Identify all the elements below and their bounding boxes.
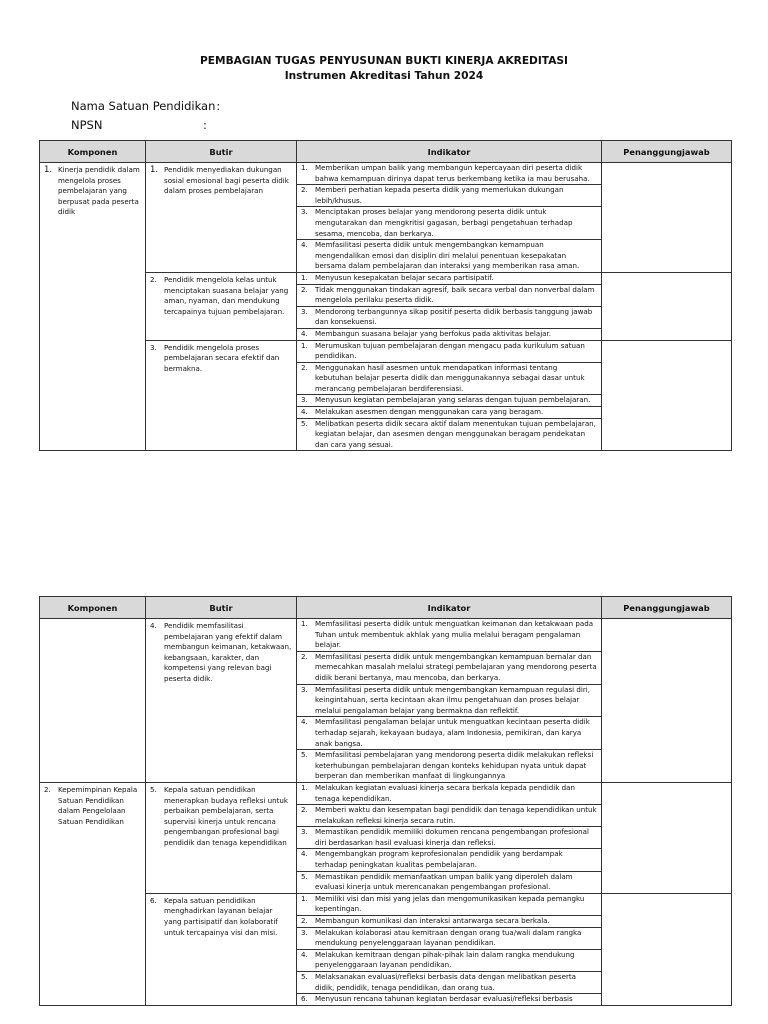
header-penanggungjawab: Penanggungjawab xyxy=(602,141,732,163)
field-label: NPSN xyxy=(71,118,103,132)
penanggungjawab-cell[interactable] xyxy=(602,272,732,340)
indikator-cell xyxy=(297,272,602,340)
indikator-item: 1. Memiliki visi dan misi yang jelas dan mengomunikasikan kepada pemangku kepentingan. xyxy=(301,893,585,914)
indikator-item: 2. Tidak menggunakan tindakan agresif, baik secara verbal dan nonverbal dalam mengelola perilaku peserta didik. xyxy=(301,284,595,305)
indikator-item: 4. Memfasilitasi peserta didik untuk mengembangkan kemampuan mengendalikan emosi dan disiplin diri melalui penentuan kesepakatan bersama dalam pembelajaran dan interaksi yang memberikan rasa aman. xyxy=(301,240,580,271)
penanggungjawab-cell[interactable] xyxy=(602,782,732,893)
komponen-cell xyxy=(40,163,146,451)
penanggungjawab-cell[interactable] xyxy=(602,893,732,1005)
butir-number: 4. xyxy=(150,621,157,630)
header-butir: Butir xyxy=(146,597,297,619)
header-indikator: Indikator xyxy=(297,141,602,163)
indikator-item: 3. Memfasilitasi peserta didik untuk mengembangkan kemampuan regulasi diri, keingintahuan, serta kecintaan akan ilmu pengetahuan dan proses belajar melalui pengalaman belajar yang bermakna dan reflektif. xyxy=(301,684,591,715)
komponen-number: 1. xyxy=(44,165,53,175)
assignment-table-page-1 xyxy=(39,140,732,451)
indikator-item: 5. Memastikan pendidik memanfaatkan umpan balik yang diperoleh dalam evaluasi kinerja untuk merencanakan pengembangan profesional. xyxy=(301,871,573,892)
document-subtitle: Instrumen Akreditasi Tahun 2024 xyxy=(284,70,484,82)
komponen-cell xyxy=(40,782,146,1005)
butir-number: 1. xyxy=(150,165,159,175)
indikator-item: 4. Mengembangkan program keprofesionalan pendidik yang berdampak terhadap peningkatan kualitas pembelajaran. xyxy=(301,849,563,870)
header-butir: Butir xyxy=(146,141,297,163)
butir-number: 6. xyxy=(150,895,157,905)
indikator-item: 4. Memfasilitasi pengalaman belajar untuk menguatkan kecintaan peserta didik terhadap sejarah, kekayaan budaya, alam Indonesia, pemikiran, dan karya anak bangsa. xyxy=(301,717,590,748)
indikator-item: 2. Memberi perhatian kepada peserta didik yang memerlukan dukungan lebih/khusus. xyxy=(301,185,564,205)
indikator-item: 4. Melakukan kemitraan dengan pihak-pihak lain dalam rangka mendukung penyelenggaraan layanan pendidikan. xyxy=(301,949,575,970)
indikator-item: 3. Memastikan pendidik memiliki dokumen rencana pengembangan profesional diri berdasarkan hasil evaluasi kinerja dan refleksi. xyxy=(301,827,589,847)
butir-text: Pendidik memfasilitasi pembelajaran yang efektif dalam membangun keimanan, ketakwaan, kebangsaan, karakter, dan kompetensi yang relevan bagi peserta didik. xyxy=(164,621,292,683)
indikator-item: 2. Memfasilitasi peserta didik untuk mengembangkan kemampuan bernalar dan memecahkan masalah melalui strategi pembelajaran yang mendorong peserta didik berani bertanya, mau mencoba, dan berkarya. xyxy=(301,651,597,682)
header-komponen: Komponen xyxy=(40,141,146,163)
indikator-cell xyxy=(297,340,602,451)
butir-text: Kepala satuan pendidikan menghadirkan layanan belajar yang partisipatif dan kolaboratif untuk tercapainya visi dan misi. xyxy=(164,895,278,937)
field-colon: : xyxy=(203,118,207,132)
indikator-item: 1. Merumuskan tujuan pembelajaran dengan mengacu pada kurikulum satuan pendidikan. xyxy=(301,340,585,361)
butir-cell xyxy=(146,893,297,1005)
indikator-item: 1. Melakukan kegiatan evaluasi kinerja secara berkala kepada pendidik dan tenaga kependidikan. xyxy=(301,782,575,803)
indikator-item: 5. Melibatkan peserta didik secara aktif dalam menentukan tujuan pembelajaran, kegiatan belajar, dan asesmen dengan menggunakan beragam pendekatan dan cara yang sesuai. xyxy=(301,418,596,449)
table-header-row xyxy=(40,597,732,619)
indikator-item: 2. Menggunakan hasil asesmen untuk mendapatkan informasi tentang kebutuhan belajar peserta didik dan menggunakannya sebagai dasar untuk merancang pembelajaran berdiferensiasi. xyxy=(301,362,585,393)
indikator-item: 4. Membangun suasana belajar yang berfokus pada aktivitas belajar. xyxy=(301,328,552,338)
penanggungjawab-cell[interactable] xyxy=(602,163,732,273)
butir-number: 5. xyxy=(150,784,157,794)
field-colon: : xyxy=(216,99,221,113)
penanggungjawab-cell[interactable] xyxy=(602,619,732,783)
table-row xyxy=(40,619,732,783)
indikator-cell xyxy=(297,619,602,783)
butir-number: 3. xyxy=(150,342,157,352)
indikator-item: 3. Menciptakan proses belajar yang mendorong peserta didik untuk mengutarakan dan mengkritisi gagasan, berbagi pengetahuan terhadap sesama, mencoba, dan berkarya. xyxy=(301,207,573,238)
indikator-item: 5. Melaksanakan evaluasi/refleksi berbasis data dengan melibatkan peserta didik, pendidik, tenaga pendidikan, dan orang tua. xyxy=(301,972,576,992)
header-indikator: Indikator xyxy=(297,597,602,619)
butir-text: Kepala satuan pendidikan menerapkan budaya refleksi untuk perbaikan pembelajaran, serta supervisi kinerja untuk rencana pengembangan profesional bagi pendidik dan tenaga kependidikan xyxy=(164,784,288,847)
butir-cell xyxy=(146,272,297,340)
header-komponen: Komponen xyxy=(40,597,146,619)
indikator-item: 3. Menyusun kegiatan pembelajaran yang selaras dengan tujuan pembelajaran. xyxy=(301,395,591,405)
butir-cell xyxy=(146,163,297,273)
butir-text: Pendidik menyediakan dukungan sosial emosional bagi peserta didik dalam proses pembelajaran xyxy=(164,165,289,196)
assignment-table-page-2 xyxy=(39,596,732,1006)
indikator-item: 1. Memberikan umpan balik yang membangun kepercayaan diri peserta didik bahwa kemampuan dirinya dapat terus berkembang ketika ia mau berusaha. xyxy=(301,163,590,183)
field-label: Nama Satuan Pendidikan xyxy=(71,99,216,113)
penanggungjawab-cell[interactable] xyxy=(602,340,732,451)
indikator-cell xyxy=(297,782,602,893)
table-header-row xyxy=(40,141,732,163)
indikator-item: 1. Memfasilitasi peserta didik untuk menguatkan keimanan dan ketakwaan pada Tuhan untuk membentuk akhlak yang mulia melalui beragam pengalaman belajar. xyxy=(301,619,594,650)
document-page-1 xyxy=(0,0,768,449)
table-row xyxy=(40,163,732,273)
butir-text: Pendidik mengelola kelas untuk menciptakan suasana belajar yang aman, nyaman, dan mendukung tercapainya tujuan pembelajaran. xyxy=(164,274,289,316)
butir-cell xyxy=(146,340,297,451)
indikator-cell xyxy=(297,163,602,273)
komponen-text: Kinerja pendidik dalam mengelola proses pembelajaran yang berpusat pada peserta didik xyxy=(58,165,140,217)
indikator-item: 2. Memberi waktu dan kesempatan bagi pendidik dan tenaga kependidikan untuk melakukan refleksi kinerja secara rutin. xyxy=(301,805,597,825)
title-block xyxy=(0,0,768,83)
document-title: PEMBAGIAN TUGAS PENYUSUNAN BUKTI KINERJA AKREDITASI xyxy=(200,55,568,67)
butir-text: Pendidik mengelola proses pembelajaran secara efektif dan bermakna. xyxy=(164,342,280,373)
komponen-cell xyxy=(40,619,146,783)
indikator-item: 5. Memfasilitasi pembelajaran yang mendorong peserta didik melakukan refleksi keterhubungan pembelajaran dengan konteks kehidupan nyata untuk dapat berperan dan memberikan manfaat di lingkungannya xyxy=(301,750,594,781)
indikator-item: 1. Menyusun kesepakatan belajar secara partisipatif. xyxy=(301,272,494,282)
indikator-item: 3. Melakukan kolaborasi atau kemitraan dengan orang tua/wali dalam rangka mendukung penyelenggaraan layanan pendidikan. xyxy=(301,927,582,948)
indikator-item: 6. Menyusun rencana tahunan kegiatan berdasar evaluasi/refleksi berbasis xyxy=(301,994,573,1004)
komponen-number: 2. xyxy=(44,784,51,794)
indikator-item: 3. Mendorong terbangunnya sikap positif peserta didik berbasis tanggung jawab dan konsekuensi. xyxy=(301,306,593,327)
butir-cell xyxy=(146,782,297,893)
komponen-text: Kepemimpinan Kepala Satuan Pendidikan dalam Pengelolaan Satuan Pendidikan xyxy=(58,784,138,826)
table-row xyxy=(40,782,732,893)
indikator-item: 2. Membangun komunikasi dan interaksi antarwarga secara berkala. xyxy=(301,916,550,926)
indikator-item: 4. Melakukan asesmen dengan menggunakan cara yang beragam. xyxy=(301,407,544,417)
butir-number: 2. xyxy=(150,274,157,284)
indikator-cell xyxy=(297,893,602,1005)
field-npsn xyxy=(71,118,207,132)
butir-cell xyxy=(146,619,297,783)
field-nama-satuan xyxy=(71,99,220,113)
header-penanggungjawab: Penanggungjawab xyxy=(602,597,732,619)
